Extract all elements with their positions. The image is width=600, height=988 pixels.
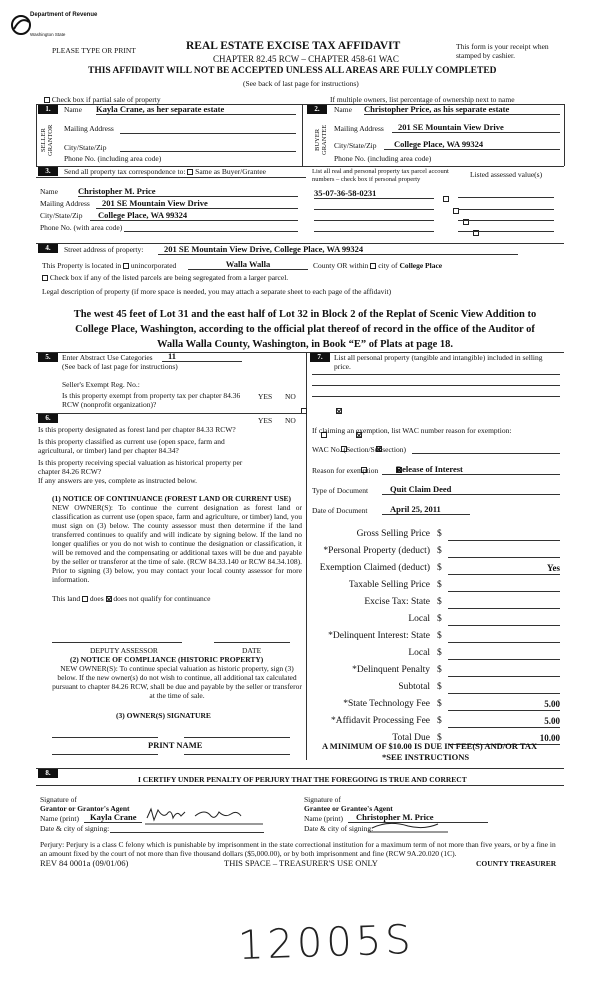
form-warning: THIS AFFIDAVIT WILL NOT BE ACCEPTED UNLESS ALL AREAS ARE FULLY COMPLETED xyxy=(88,66,497,76)
buyer-mailing[interactable]: 201 SE Mountain View Drive xyxy=(392,122,560,133)
receipt-note: This form is your receipt when stamped by cashier. xyxy=(456,42,549,60)
fee-value[interactable] xyxy=(448,665,560,677)
fee-value[interactable]: 5.00 xyxy=(448,699,560,711)
grantee-sig-label: Signature of xyxy=(304,795,341,804)
fee-label: Gross Selling Price xyxy=(356,529,430,539)
please-type: PLEASE TYPE OR PRINT xyxy=(52,46,136,55)
fee-value[interactable] xyxy=(448,546,560,558)
grantor-date-field[interactable] xyxy=(110,832,264,833)
continuance-row: This land does does not qualify for continuance xyxy=(52,594,211,603)
fee-label: Excise Tax: State xyxy=(364,597,430,607)
assessor-date-line[interactable] xyxy=(214,642,290,643)
s1-name-label: Name xyxy=(64,105,82,114)
s3-phone-label: Phone No. (with area code) xyxy=(40,223,123,232)
s3-name-label: Name xyxy=(40,187,58,196)
grantee-date-label: Date & city of signing: xyxy=(304,824,374,833)
currency-symbol: $ xyxy=(437,580,442,590)
document-date[interactable]: April 25, 2011 xyxy=(382,504,470,515)
fee-value[interactable] xyxy=(448,580,560,592)
document-type[interactable]: Quit Claim Deed xyxy=(382,484,560,495)
fee-value[interactable]: Yes xyxy=(448,563,560,575)
answers-note: If any answers are yes, complete as instructed below. xyxy=(38,476,198,485)
multi-owner-note: If multiple owners, list percentage of ownership next to name xyxy=(330,95,515,104)
personal-property-line-2[interactable] xyxy=(312,385,560,386)
form-title: REAL ESTATE EXCISE TAX AFFIDAVIT xyxy=(186,40,401,52)
property-location-row: This Property is located in unincorporated xyxy=(42,261,177,270)
grantor-agent-label: Grantor or Grantor's Agent xyxy=(40,804,130,813)
currency-symbol: $ xyxy=(437,682,442,692)
perjury-warning: Perjury: Perjury is a class C felony which is punishable by imprisonment in the state correctional institution for a maximum term of not more than five years, or by a fine in an amount fixed by the court of not more than five thousand dollars ($5,000.00), or by both imprisonment and fine (RCW 9A.20.020 (1C). xyxy=(40,840,556,858)
wac-claim-label: If claiming an exemption, list WAC number reason for exemption: xyxy=(312,426,512,435)
land-does-checkbox[interactable] xyxy=(82,596,88,602)
seller-city-field[interactable] xyxy=(120,151,296,152)
form-revision: REV 84 0001a (09/01/06) xyxy=(40,858,129,868)
s2-name-label: Name xyxy=(334,105,352,114)
fee-label: Local xyxy=(408,648,430,658)
correspondence-city[interactable]: College Place, WA 99324 xyxy=(90,210,298,221)
property-street-address[interactable]: 201 SE Mountain View Drive, College Place, WA 99324 xyxy=(158,244,518,255)
correspondence-phone-field[interactable] xyxy=(124,231,298,232)
currency-symbol: $ xyxy=(437,614,442,624)
grantee-name-label: Name (print) xyxy=(304,814,343,823)
owner-signature-title: (3) OWNER(S) SIGNATURE xyxy=(116,711,211,720)
fee-value[interactable] xyxy=(448,631,560,643)
grantor-sig-label: Signature of xyxy=(40,795,77,804)
abstract-label: Enter Abstract Use Categories xyxy=(62,353,153,362)
certify-text: I CERTIFY UNDER PENALTY OF PERJURY THAT THE FOREGOING IS TRUE AND CORRECT xyxy=(138,775,467,784)
fee-value[interactable]: 5.00 xyxy=(448,716,560,728)
form-chapter: CHAPTER 82.45 RCW – CHAPTER 458-61 WAC xyxy=(213,54,399,64)
city-name[interactable]: College Place xyxy=(399,261,443,270)
city-checkbox[interactable] xyxy=(370,263,376,269)
owner-signature-line-2[interactable] xyxy=(184,737,290,738)
land-does-not-checkbox[interactable] xyxy=(106,596,112,602)
abstract-value[interactable]: 11 xyxy=(162,351,242,362)
fee-label: *Personal Property (deduct) xyxy=(323,546,430,556)
county-or-row: County OR within city of College Place xyxy=(313,261,443,270)
currency-symbol: $ xyxy=(437,529,442,539)
section-6-number: 6. xyxy=(38,414,58,423)
s5-yes: YES xyxy=(258,392,273,401)
section-1-number: 1. xyxy=(38,105,58,114)
fee-value[interactable] xyxy=(448,597,560,609)
print-name-label: PRINT NAME xyxy=(148,740,203,750)
fee-label: Local xyxy=(408,614,430,624)
buyer-city[interactable]: College Place, WA 99324 xyxy=(384,139,560,150)
fee-label: Subtotal xyxy=(398,682,430,692)
partial-sale-row: Check box if partial sale of property xyxy=(44,95,161,104)
notice-compliance-title: (2) NOTICE OF COMPLIANCE (HISTORIC PROPERTY) xyxy=(70,655,264,664)
exempt-reg-label: Seller's Exempt Reg. No.: xyxy=(62,380,140,389)
fee-label: Total Due xyxy=(392,733,430,743)
unincorporated-checkbox[interactable] xyxy=(123,263,129,269)
street-label: Street address of property: xyxy=(64,245,144,254)
reason-label: Reason for exemption xyxy=(312,466,379,475)
fee-value[interactable] xyxy=(448,648,560,660)
section-4-number: 4. xyxy=(38,244,58,253)
assessed-value-1[interactable] xyxy=(458,197,554,198)
section-5-number: 5. xyxy=(38,353,58,362)
assessed-header: Listed assessed value(s) xyxy=(470,170,543,179)
correspondence-name[interactable]: Christopher M. Price xyxy=(78,186,298,197)
personal-property-line-1[interactable] xyxy=(312,374,560,375)
segregated-row: Check box if any of the listed parcels are being segregated from a larger parcel. xyxy=(42,273,288,282)
fee-value[interactable] xyxy=(448,529,560,541)
s6-yes: YES xyxy=(258,416,273,425)
deputy-assessor-label: DEPUTY ASSESSOR xyxy=(90,646,158,655)
seller-name[interactable]: Kayla Crane, as her separate estate xyxy=(96,104,296,115)
fee-value[interactable] xyxy=(448,682,560,694)
handwritten-document-number: 12005S xyxy=(237,916,416,970)
s6-no: NO xyxy=(285,416,296,425)
parcel-header: List all real and personal property tax parcel account numbers – check box if personal property xyxy=(312,168,449,183)
fee-label: Exemption Claimed (deduct) xyxy=(319,563,430,573)
fee-value[interactable]: 10.00 xyxy=(448,733,560,745)
county-name[interactable]: Walla Walla xyxy=(188,259,308,270)
currency-symbol: $ xyxy=(437,546,442,556)
currency-symbol: $ xyxy=(437,699,442,709)
fee-label: *Delinquent Interest: State xyxy=(328,631,430,641)
notice-continuance-text: NEW OWNER(S): To continue the current designation as forest land or classification as current use (open space, farm and agriculture, or timber) land, you must sign on (3) below. The county assessor must then determine if the land transferred continues to qualify and will indicate by signing below. If the land no longer qualifies or you do not wish to continue the designation or classification, it will be removed and the compensating or additional taxes will be due and payable by the seller or transferor at the time of sale. (RCW 84.33.140 or RCW 84.34.108). Prior to signing (3) below, you may contact your local county assessor for more information. xyxy=(52,503,302,584)
same-as-buyer-checkbox[interactable] xyxy=(187,169,193,175)
assessor-date-label: DATE xyxy=(242,646,262,655)
historic-question: Is this property receiving special valuation as historical property per chapter 84.26 RCW? xyxy=(38,458,243,476)
exemption-reason[interactable]: Release of Interest xyxy=(382,464,560,475)
grantee-agent-label: Grantee or Grantee's Agent xyxy=(304,804,393,813)
buyer-grantee-label: BUYER GRANTEE xyxy=(314,124,328,156)
see-instructions-note: *SEE INSTRUCTIONS xyxy=(382,752,470,762)
owner-signature-line-1[interactable] xyxy=(52,737,158,738)
s3-city-label: City/State/Zip xyxy=(40,211,83,220)
docdate-label: Date of Document xyxy=(312,506,368,515)
currency-symbol: $ xyxy=(437,597,442,607)
currency-symbol: $ xyxy=(437,563,442,573)
wac-no-field[interactable] xyxy=(412,453,560,454)
doctype-label: Type of Document xyxy=(312,486,369,495)
buyer-name[interactable]: Christopher Price, as his separate estate xyxy=(364,104,560,115)
s3-mailing-label: Mailing Address xyxy=(40,199,90,208)
segregated-checkbox[interactable] xyxy=(42,275,48,281)
correspondence-mailing[interactable]: 201 SE Mountain View Drive xyxy=(96,198,298,209)
s1-phone-label: Phone No. (including area code) xyxy=(64,154,162,163)
partial-sale-checkbox[interactable] xyxy=(44,97,50,103)
grantor-name-label: Name (print) xyxy=(40,814,79,823)
s5-see-back: (See back of last page for instructions) xyxy=(62,362,178,371)
fee-label: *State Technology Fee xyxy=(343,699,430,709)
see-back-instructions: (See back of last page for instructions) xyxy=(243,79,359,88)
s1-mailing-label: Mailing Address xyxy=(64,124,114,133)
s2-mailing-label: Mailing Address xyxy=(334,124,384,133)
grantor-print-name[interactable]: Kayla Crane xyxy=(84,812,142,823)
fee-label: *Delinquent Penalty xyxy=(352,665,430,675)
minimum-due-note: A MINIMUM OF $10.00 IS DUE IN FEE(S) AND/OR TAX xyxy=(322,741,538,751)
treasurer-space: THIS SPACE – TREASURER'S USE ONLY xyxy=(224,858,378,868)
logo-sub-text: Washington State xyxy=(30,32,66,37)
wac-no-label: WAC No. (Section/Subsection) xyxy=(312,445,406,454)
send-correspondence: Send all property tax correspondence to: Same as Buyer/Grantee xyxy=(64,167,266,176)
currency-symbol: $ xyxy=(437,631,442,641)
parcel-number-1[interactable]: 35-07-36-58-0231 xyxy=(314,188,434,199)
exempt-no-checkbox[interactable] xyxy=(336,408,342,414)
legal-description[interactable]: The west 45 feet of Lot 31 and the east half of Lot 32 in Block 2 of the Replat of Scenic View Addition to College Place, Washington, according to the official plat thereof of record in the office of the Auditor of Walla Walla County, Washington, in Book “E” of Plats at page 18. xyxy=(73,309,537,350)
revenue-logo-icon xyxy=(10,14,32,36)
dor-logo xyxy=(10,12,105,42)
grantee-print-name[interactable]: Christopher M. Price xyxy=(348,812,488,823)
grantee-signature-icon[interactable] xyxy=(368,818,448,834)
currency-symbol: $ xyxy=(437,665,442,675)
grantor-date-label: Date & city of signing: xyxy=(40,824,110,833)
deputy-assessor-line[interactable] xyxy=(52,642,182,643)
personal-property-line-3[interactable] xyxy=(312,396,560,397)
print-name-line-2[interactable] xyxy=(184,754,290,755)
seller-grantor-label: SELLER GRANTOR xyxy=(40,124,54,156)
fee-label: Taxable Selling Price xyxy=(348,580,430,590)
s2-city-label: City/State/Zip xyxy=(334,141,377,150)
county-treasurer-label: COUNTY TREASURER xyxy=(476,859,557,868)
section-7-number: 7. xyxy=(310,353,330,362)
s5-no: NO xyxy=(285,392,296,401)
forest-land-question: Is this property designated as forest land per chapter 84.33 RCW? xyxy=(38,425,236,434)
s1-city-label: City/State/Zip xyxy=(64,143,107,152)
section-2-number: 2. xyxy=(307,105,327,114)
grantor-signature-icon[interactable] xyxy=(145,804,265,828)
notice-compliance-text: NEW OWNER(S): To continue special valuation as historic property, sign (3) below. If the new owner(s) do not wish to continue, all additional tax calculated pursuant to chapter 84.26 RCW, shall be due and payable by the seller or transferor at the time of sale. xyxy=(52,664,302,700)
fee-label: *Affidavit Processing Fee xyxy=(330,716,430,726)
personal-property-label: List all personal property (tangible and intangible) included in selling price. xyxy=(334,353,543,371)
print-name-line-1[interactable] xyxy=(52,754,158,755)
section-3-number: 3. xyxy=(38,167,58,176)
logo-dept-text: Department of Revenue xyxy=(30,12,98,18)
fee-value[interactable] xyxy=(448,614,560,626)
section-8-number: 8. xyxy=(38,769,58,778)
notice-continuance-title: (1) NOTICE OF CONTINUANCE (FOREST LAND OR CURRENT USE) xyxy=(52,494,292,503)
s2-phone-label: Phone No. (including area code) xyxy=(334,154,432,163)
personal-property-checkbox-1[interactable] xyxy=(443,196,449,202)
seller-mailing-field[interactable] xyxy=(120,133,296,134)
current-use-question: Is this property classified as current use (open space, farm and agricultural, or timber) land per chapter 84.34? xyxy=(38,437,225,455)
exempt-question: Is this property exempt from property tax per chapter 84.36 RCW (nonprofit organization)? xyxy=(62,391,241,409)
currency-symbol: $ xyxy=(437,716,442,726)
currency-symbol: $ xyxy=(437,648,442,658)
currency-symbol: $ xyxy=(437,733,442,743)
legal-description-label: Legal description of property (if more space is needed, you may attach a separate sheet to each page of the affidavit) xyxy=(42,287,392,296)
